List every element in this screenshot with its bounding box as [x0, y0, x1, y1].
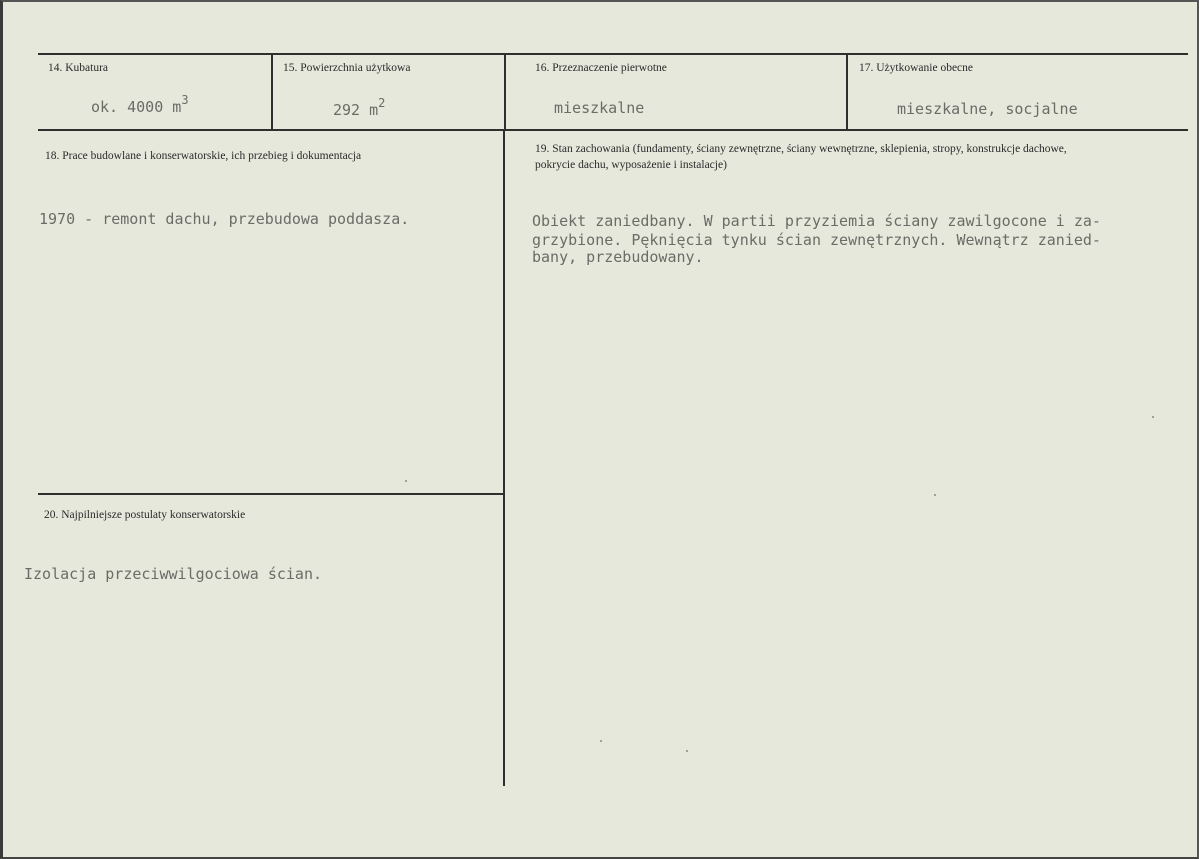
kubatura-unit-power: 3 — [181, 93, 189, 107]
field-value-powierzchnia — [333, 95, 385, 120]
field-label-powierzchnia: 15. Powierzchnia użytkowa — [283, 62, 411, 74]
top-row-bottom-rule — [38, 129, 1188, 131]
field-label-uzytkowanie: 17. Użytkowanie obecne — [859, 62, 974, 74]
divider-16-17 — [846, 53, 848, 131]
paper-speck — [686, 750, 688, 752]
field-value-prace: 1970 - remont dachu, przebudowa poddasza. — [39, 210, 410, 228]
field-label-stan: 19. Stan zachowania (fundamenty, ściany zewnętrzne, ściany wewnętrzne, sklepienia, stropy, konstrukcje dachowe, pokrycie dachu, wyposażenie i instalacje) — [535, 143, 1067, 171]
divider-15-16 — [504, 53, 506, 131]
field-value-stan-line-3: bany, przebudowany. — [532, 248, 704, 266]
field-label-kubatura: 14. Kubatura — [48, 62, 109, 74]
paper-speck — [1152, 416, 1154, 418]
field-label-prace: 18. Prace budowlane i konserwatorskie, ich przebieg i dokumentacja — [45, 150, 362, 162]
powierzchnia-value-text: 292 m — [333, 101, 379, 119]
field-label-postulaty: 20. Najpilniejsze postulaty konserwatorskie — [44, 509, 246, 521]
field-value-kubatura — [91, 92, 189, 117]
section-20-rule — [38, 493, 505, 495]
field-value-uzytkowanie: mieszkalne, socjalne — [897, 100, 1078, 118]
divider-14-15 — [271, 53, 273, 131]
field-label-przeznaczenie: 16. Przeznaczenie pierwotne — [535, 62, 667, 74]
field-value-stan-line-2: grzybione. Pęknięcia tynku ścian zewnętrznych. Wewnątrz zanied- — [532, 231, 1101, 249]
paper-speck — [600, 740, 602, 742]
top-row-rule — [38, 53, 1188, 55]
paper-speck — [934, 494, 936, 496]
main-column-divider — [503, 131, 505, 786]
field-value-stan-line-1: Obiekt zaniedbany. W partii przyziemia ściany zawilgocone i za- — [532, 212, 1101, 230]
paper-speck — [405, 480, 407, 482]
field-value-postulaty: Izolacja przeciwwilgociowa ścian. — [24, 565, 323, 583]
kubatura-value-text: ok. 4000 m — [91, 98, 182, 116]
powierzchnia-unit-power: 2 — [378, 96, 386, 110]
field-value-przeznaczenie: mieszkalne — [554, 99, 645, 117]
